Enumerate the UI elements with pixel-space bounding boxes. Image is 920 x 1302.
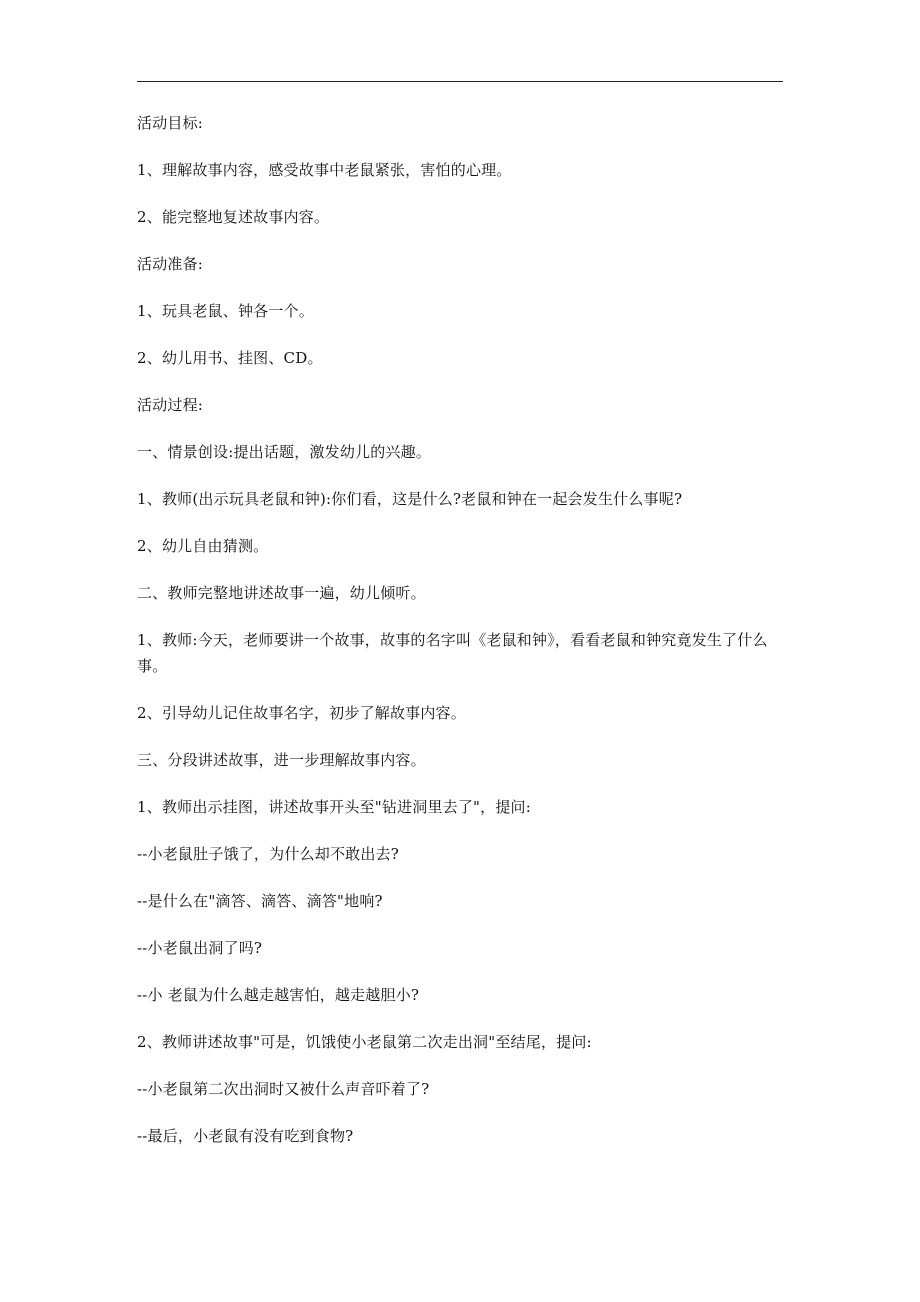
- paragraph: 三、分段讲述故事，进一步理解故事内容。: [137, 751, 426, 769]
- paragraph: 1、理解故事内容，感受故事中老鼠紧张，害怕的心理。: [137, 161, 512, 179]
- paragraph: 2、能完整地复述故事内容。: [137, 208, 330, 226]
- paragraph: 1、教师(出示玩具老鼠和钟):你们看，这是什么?老鼠和钟在一起会发生什么事呢?: [137, 490, 683, 508]
- paragraph: 2、幼儿自由猜测。: [137, 537, 269, 555]
- section-heading-goals: 活动目标:: [137, 114, 204, 132]
- question-item: --小 老鼠为什么越走越害怕，越走越胆小?: [137, 986, 420, 1004]
- section-heading-preparation: 活动准备:: [137, 255, 204, 273]
- paragraph: 2、引导幼儿记住故事名字，初步了解故事内容。: [137, 704, 466, 722]
- paragraph: 2、幼儿用书、挂图、CD。: [137, 349, 323, 367]
- paragraph: 1、教师出示挂图，讲述故事开头至"钻进洞里去了"，提问:: [137, 798, 531, 816]
- paragraph: 1、玩具老鼠、钟各一个。: [137, 302, 314, 320]
- question-item: --小老鼠肚子饿了，为什么却不敢出去?: [137, 845, 399, 863]
- header-rule: [137, 81, 783, 82]
- document-body: [137, 110, 785, 1170]
- question-item: --小老鼠出洞了吗?: [137, 939, 263, 957]
- paragraph: 2、教师讲述故事"可是，饥饿使小老鼠第二次走出洞"至结尾，提问:: [137, 1033, 592, 1051]
- question-item: --最后，小老鼠有没有吃到食物?: [137, 1127, 354, 1145]
- paragraph: 一、情景创设:提出话题，激发幼儿的兴趣。: [137, 443, 432, 461]
- question-item: --小老鼠第二次出洞时又被什么声音吓着了?: [137, 1080, 430, 1098]
- question-item: --是什么在"滴答、滴答、滴答"地响?: [137, 892, 383, 910]
- paragraph: 二、教师完整地讲述故事一遍，幼儿倾听。: [137, 584, 426, 602]
- section-heading-process: 活动过程:: [137, 396, 204, 414]
- paragraph: 1、教师:今天，老师要讲一个故事，故事的名字叫《老鼠和钟》，看看老鼠和钟究竟发生了什么事。: [137, 631, 768, 675]
